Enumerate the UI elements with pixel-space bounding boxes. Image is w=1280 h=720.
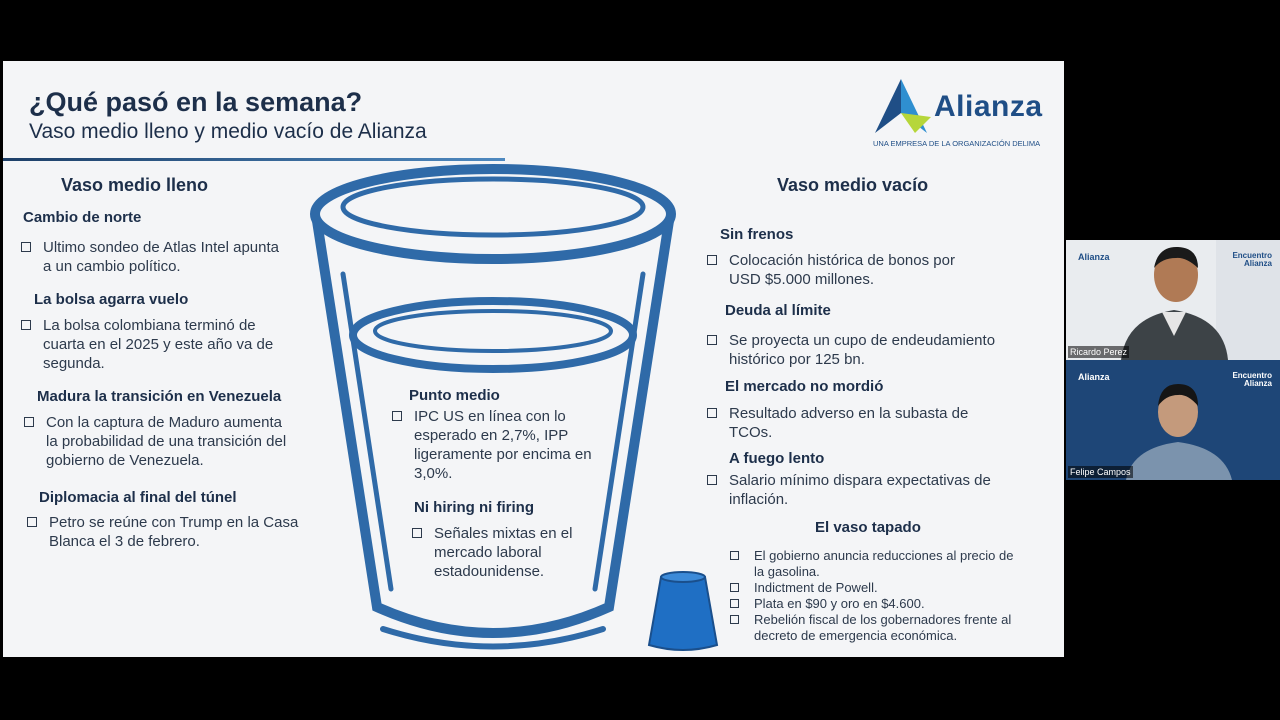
bullet-line: Ultimo sondeo de Atlas Intel apunta xyxy=(43,239,279,256)
checkbox-icon xyxy=(707,255,717,265)
presentation-slide xyxy=(3,61,1064,657)
middle-section-title: Punto medio xyxy=(409,387,500,404)
left-bullet xyxy=(24,413,324,470)
left-section-title: La bolsa agarra vuelo xyxy=(34,291,189,308)
tile-logo: Alianza xyxy=(1078,252,1110,262)
middle-section-title: Ni hiring ni firing xyxy=(414,499,534,516)
right-section-title: Sin frenos xyxy=(720,226,794,243)
checkbox-icon xyxy=(730,583,739,592)
tile-logo-right-line: Alianza xyxy=(1243,259,1272,268)
tile-logo-right xyxy=(1232,372,1272,388)
bullet-line: histórico por 125 bn. xyxy=(729,351,865,368)
left-section-title: Diplomacia al final del túnel xyxy=(39,489,237,506)
bullet-line: Se proyecta un cupo de endeudamiento xyxy=(729,332,996,349)
right-heading: Vaso medio vacío xyxy=(777,175,929,195)
participant-video-tile[interactable] xyxy=(1066,240,1280,360)
checkbox-icon xyxy=(21,242,31,252)
logo-name: Alianza xyxy=(934,90,1043,123)
bullet-line: IPC US en línea con lo xyxy=(414,408,566,425)
bullet-line: Petro se reúne con Trump en la Casa xyxy=(49,514,299,531)
tile-logo-right xyxy=(1232,252,1272,268)
right-bullet xyxy=(707,331,1047,369)
left-heading: Vaso medio lleno xyxy=(61,175,209,195)
bullet-line: gobierno de Venezuela. xyxy=(46,452,204,469)
bullet-line: Con la captura de Maduro aumenta xyxy=(46,414,282,431)
checkbox-icon xyxy=(730,599,739,608)
bullet-line: Resultado adverso en la subasta de xyxy=(729,405,969,422)
checkbox-icon xyxy=(730,551,739,560)
covered-glass-title: El vaso tapado xyxy=(815,519,921,536)
bullet-line: inflación. xyxy=(729,491,789,508)
left-section-title: Madura la transición en Venezuela xyxy=(37,388,282,405)
bullet-line: La bolsa colombiana terminó de xyxy=(43,317,256,334)
participant-name: Felipe Campos xyxy=(1070,467,1131,477)
bullet-line: USD $5.000 millones. xyxy=(729,271,875,288)
checkbox-icon xyxy=(707,335,717,345)
tile-logo-right-line: Encuentro xyxy=(1232,371,1272,380)
bullet-line: decreto de emergencia económica. xyxy=(754,628,958,643)
covered-cup-icon xyxy=(643,569,723,655)
right-section-title: Deuda al límite xyxy=(725,302,831,319)
bullet-line: TCOs. xyxy=(729,424,773,441)
right-bullet xyxy=(707,471,1047,509)
left-bullet xyxy=(27,513,327,551)
bullet-line: Rebelión fiscal de los gobernadores frente al xyxy=(754,612,1012,627)
bullet-line: estadounidense. xyxy=(434,563,545,580)
middle-bullet xyxy=(412,524,602,581)
participant-name: Ricardo Perez xyxy=(1070,347,1128,357)
bullet-line: Señales mixtas en el xyxy=(434,525,573,542)
left-bullet xyxy=(21,238,321,276)
bullet-line: mercado laboral xyxy=(434,544,542,561)
bullet-line: Plata en $90 y oro en $4.600. xyxy=(754,596,925,611)
bullet-line: Colocación histórica de bonos por xyxy=(729,252,955,269)
bullet-line: El gobierno anuncia reducciones al precio de xyxy=(754,548,1014,563)
bullet-line: a un cambio político. xyxy=(43,258,181,275)
bullet-line: la probabilidad de una transición del xyxy=(46,433,287,450)
covered-bullet xyxy=(730,580,1060,596)
covered-bullet xyxy=(730,612,1060,644)
left-section-title: Cambio de norte xyxy=(23,209,142,226)
right-section-title: A fuego lento xyxy=(729,450,825,467)
bullet-line: ligeramente por encima en xyxy=(414,446,592,463)
right-bullet xyxy=(707,251,1037,289)
bullet-line: segunda. xyxy=(43,355,105,372)
checkbox-icon xyxy=(730,615,739,624)
right-section-title: El mercado no mordió xyxy=(725,378,884,395)
tile-logo: Alianza xyxy=(1078,372,1110,382)
checkbox-icon xyxy=(24,417,34,427)
slide-subtitle: Vaso medio lleno y medio vacío de Alianza xyxy=(29,120,427,143)
participant-video-tile[interactable] xyxy=(1066,360,1280,480)
right-bullet xyxy=(707,404,1037,442)
tile-logo-right-line: Encuentro xyxy=(1232,251,1272,260)
checkbox-icon xyxy=(27,517,37,527)
alianza-logo xyxy=(871,77,1051,153)
covered-bullet xyxy=(730,548,1060,580)
logo-tagline: UNA EMPRESA DE LA ORGANIZACIÓN DELIMA xyxy=(873,139,1041,148)
checkbox-icon xyxy=(21,320,31,330)
covered-bullet xyxy=(730,596,1060,612)
middle-bullet xyxy=(392,407,612,483)
checkbox-icon xyxy=(707,475,717,485)
slide-title: ¿Qué pasó en la semana? xyxy=(29,87,363,117)
bullet-line: la gasolina. xyxy=(754,564,820,579)
checkbox-icon xyxy=(707,408,717,418)
alianza-triangle-icon xyxy=(871,77,931,137)
bullet-line: cuarta en el 2025 y este año va de xyxy=(43,336,274,353)
tile-logo-right-line: Alianza xyxy=(1243,379,1272,388)
bullet-line: Salario mínimo dispara expectativas de xyxy=(729,472,991,489)
checkbox-icon xyxy=(392,411,402,421)
left-bullet xyxy=(21,316,321,373)
bullet-line: Indictment de Powell. xyxy=(754,580,878,595)
checkbox-icon xyxy=(412,528,422,538)
bullet-line: esperado en 2,7%, IPP xyxy=(414,427,569,444)
bullet-line: 3,0%. xyxy=(414,465,453,482)
bullet-line: Blanca el 3 de febrero. xyxy=(49,533,200,550)
